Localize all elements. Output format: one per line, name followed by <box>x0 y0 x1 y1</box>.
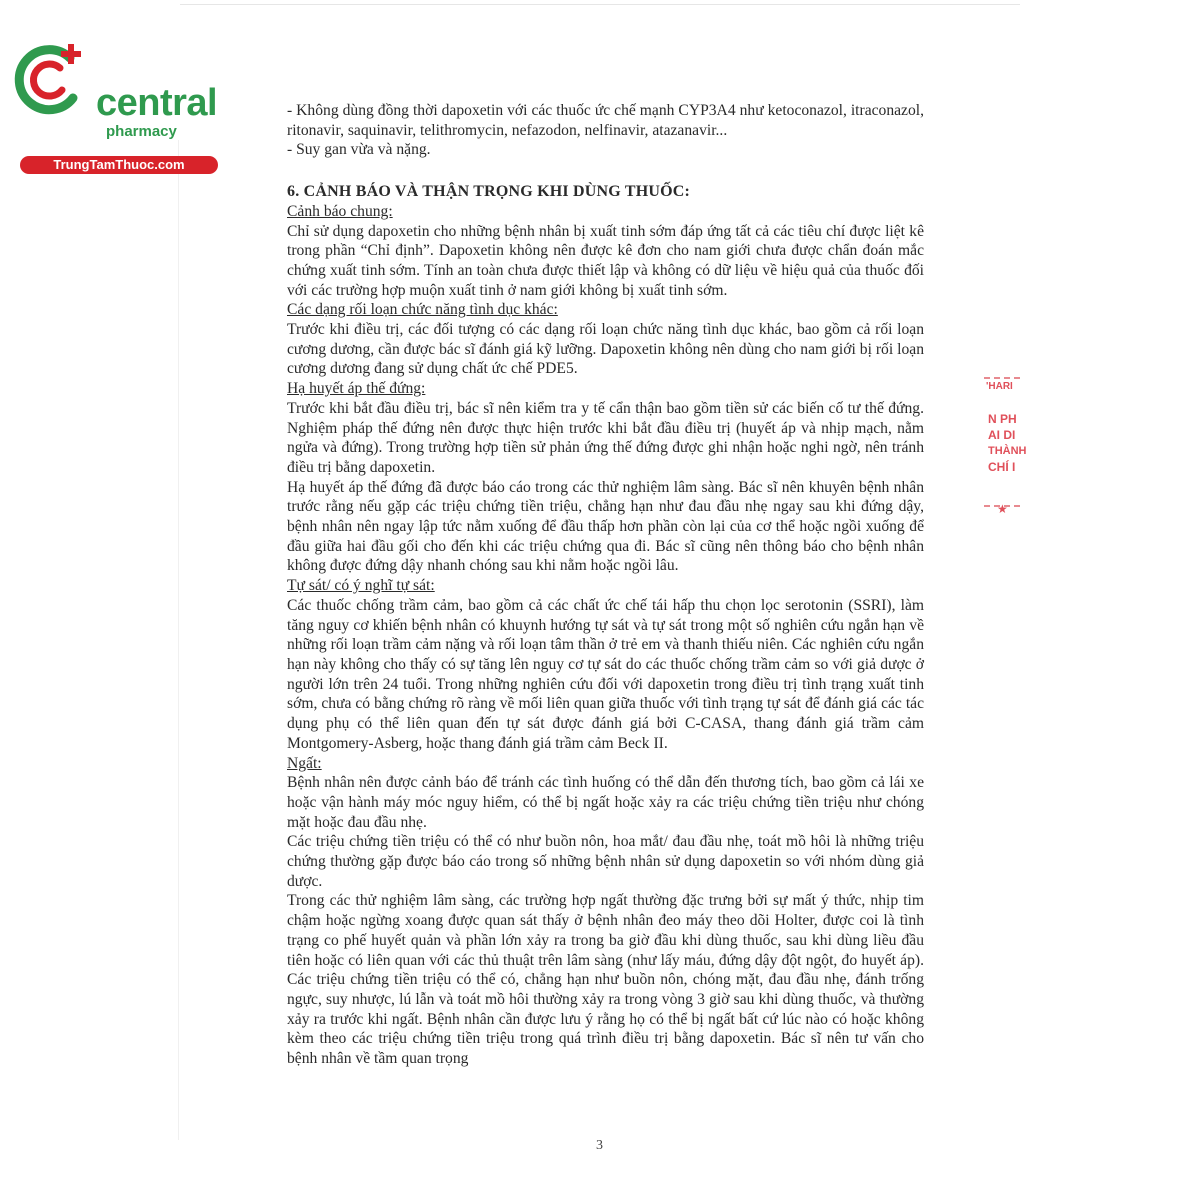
paragraph-orthostatic-2: Hạ huyết áp thế đứng đã được báo cáo trong các thử nghiệm lâm sàng. Bác sĩ nên khuyên bệnh nhân trước rằng nếu gặp các triệu chứng tiền triệu, chẳng hạn như đau đầu nhẹ ngay sau khi đứng dậy, bệnh nhân nên ngay lập tức nằm xuống để đầu thấp hơn phần còn lại của cơ thể hoặc ngồi xuống để đầu giữa hai đầu gối cho đến khi các triệu chứng qua đi. Bác sĩ cũng nên thông báo cho bệnh nhân không được đứng dậy nhanh chóng sau khi nằm hoặc ngồi lâu. <box>287 478 924 575</box>
approval-stamp <box>984 365 1027 525</box>
scan-edge-shadow <box>178 140 179 1140</box>
paragraph-syncope-2: Các triệu chứng tiền triệu có thể có như buồn nôn, hoa mắt/ đau đầu nhẹ, toát mồ hôi là những triệu chứng thường gặp được báo cáo trong số những bệnh nhân sử dụng dapoxetin so với nhóm dùng giả dược. <box>287 833 924 890</box>
subsection-title-suicide: Tự sát/ có ý nghĩ tự sát: <box>287 577 435 595</box>
contraindication-item: - Suy gan vừa và nặng. <box>287 141 431 159</box>
subsection-title-syncope: Ngất: <box>287 754 322 772</box>
page-number: 3 <box>596 1138 603 1153</box>
document-body <box>287 101 924 1069</box>
paragraph-sexual: Trước khi điều trị, các đối tượng có các dạng rối loạn chức năng tình dục khác, bao gồm cả rối loạn cương dương, cần được bác sĩ đánh giá kỹ lưỡng. Dapoxetin không nên dùng cho nam giới bị rối loạn cương dương đang sử dụng chất ức chế PDE5. <box>287 321 924 378</box>
contraindication-item: - Không dùng đồng thời dapoxetin với các thuốc ức chế mạnh CYP3A4 như ketoconazol, itraconazol, ritonavir, saquinavir, telithromycin, nefazodon, nelfinavir, atazanavir... <box>287 102 924 139</box>
pharmacy-cross-icon <box>10 38 96 124</box>
paragraph-syncope-3: Trong các thử nghiệm lâm sàng, các trường hợp ngất thường đặc trưng bởi sự mất ý thức, nhịp tim chậm hoặc ngừng xoang được quan sát thấy ở bệnh nhân đeo máy theo dõi Holter, được coi là tình trạng co phế huyết quản và phần lớn xảy ra trong ba giờ đầu khi dùng thuốc, sau khi dùng liều đầu tiên hoặc có liên quan với các thủ thuật trên lâm sàng (như lấy máu, đứng dậy đột ngột, đo huyết áp). Các triệu chứng tiền triệu có thể có, chẳng hạn như buồn nôn, chóng mặt, đau đầu nhẹ, đánh trống ngực, suy nhược, lú lẫn và toát mồ hôi thường xảy ra trong vòng 3 giờ sau khi dùng thuốc, và thường xảy ra trước khi ngất. Bệnh nhân cần được lưu ý rằng họ có thể bị ngất bất cứ lúc nào có hoặc không kèm theo các triệu chứng tiền triệu trong quá trình điều trị bằng dapoxetin. Bác sĩ nên tư vấn cho bệnh nhân về tầm quan trọng <box>287 892 924 1068</box>
subsection-title-orthostatic: Hạ huyết áp thế đứng: <box>287 380 426 398</box>
logo-url-badge[interactable]: TrungTamThuoc.com <box>20 156 218 174</box>
paragraph-suicide: Các thuốc chống trầm cảm, bao gồm cả các chất ức chế tái hấp thu chọn lọc serotonin (SSRI), làm tăng nguy cơ khiến bệnh nhân có khuynh hướng tự sát và tự sát trong một số nghiên cứu ngắn hạn về những rối loạn trầm cảm nặng và rối loạn tâm thần ở trẻ em và thanh thiếu niên. Các nghiên cứu ngắn hạn này không cho thấy có sự tăng lên nguy cơ tự sát do các thuốc chống trầm cảm so với giả dược ở người lớn trên 24 tuổi. Trong những nghiên cứu đối với dapoxetin trong điều trị tình trạng xuất tinh sớm, chưa có bằng chứng rõ ràng về mối liên quan giữa thuốc với tình trạng tự sát để đánh giá các tác dụng phụ có thể liên quan đến tự sát được đánh giá bởi C-CASA, thang đánh giá trầm cảm Montgomery-Asberg, hoặc thang đánh giá trầm cảm Beck II. <box>287 596 924 752</box>
subsection-title-sexual: Các dạng rối loạn chức năng tình dục khác: <box>287 301 558 319</box>
stamp-text: CHÍ I <box>988 460 1016 474</box>
stamp-text: 'HARI <box>986 381 1013 392</box>
logo-sub-text: pharmacy <box>106 123 177 140</box>
paragraph-orthostatic-1: Trước khi bắt đầu điều trị, bác sĩ nên kiểm tra y tế cẩn thận bao gồm tiền sử các biến cố tư thế đứng. Nghiệm pháp thế đứng nên được thực hiện trước khi bắt đầu điều trị (huyết áp và nhịp mạch, nằm ngửa và đứng). Trong trường hợp tiền sử phản ứng thế đứng được ghi nhận hoặc nghi ngờ, nên tránh điều trị bằng dapoxetin. <box>287 399 924 476</box>
star-icon: ★ <box>997 502 1008 516</box>
logo-brand-text: central <box>96 82 218 124</box>
subsection-title-general: Cảnh báo chung: <box>287 202 393 220</box>
stamp-text: N PH <box>988 412 1017 426</box>
stamp-text: THÀNH <box>988 445 1027 457</box>
paragraph-syncope-1: Bệnh nhân nên được cảnh báo để tránh các tình huống có thể dẫn đến thương tích, bao gồm cả lái xe hoặc vận hành máy móc nguy hiểm, có thể bị ngất hoặc xảy ra các triệu chứng tiền triệu như chóng mặt hoặc đau đầu nhẹ. <box>287 774 924 831</box>
central-pharmacy-logo[interactable] <box>10 38 218 172</box>
scan-edge-line <box>180 4 1020 5</box>
section-heading: 6. CẢNH BÁO VÀ THẬN TRỌNG KHI DÙNG THUỐC: <box>287 183 691 201</box>
paragraph-general: Chỉ sử dụng dapoxetin cho những bệnh nhân bị xuất tinh sớm đáp ứng tất cả các tiêu chí được liệt kê trong phần “Chỉ định”. Dapoxetin không nên được kê đơn cho nam giới chưa được chẩn đoán mắc chứng xuất tinh sớm. Tính an toàn chưa được thiết lập và không có dữ liệu về hiệu quả của thuốc đối với các trường hợp muộn xuất tinh ở nam giới không bị xuất tinh sớm. <box>287 222 924 299</box>
stamp-text: AI DI <box>988 428 1016 442</box>
